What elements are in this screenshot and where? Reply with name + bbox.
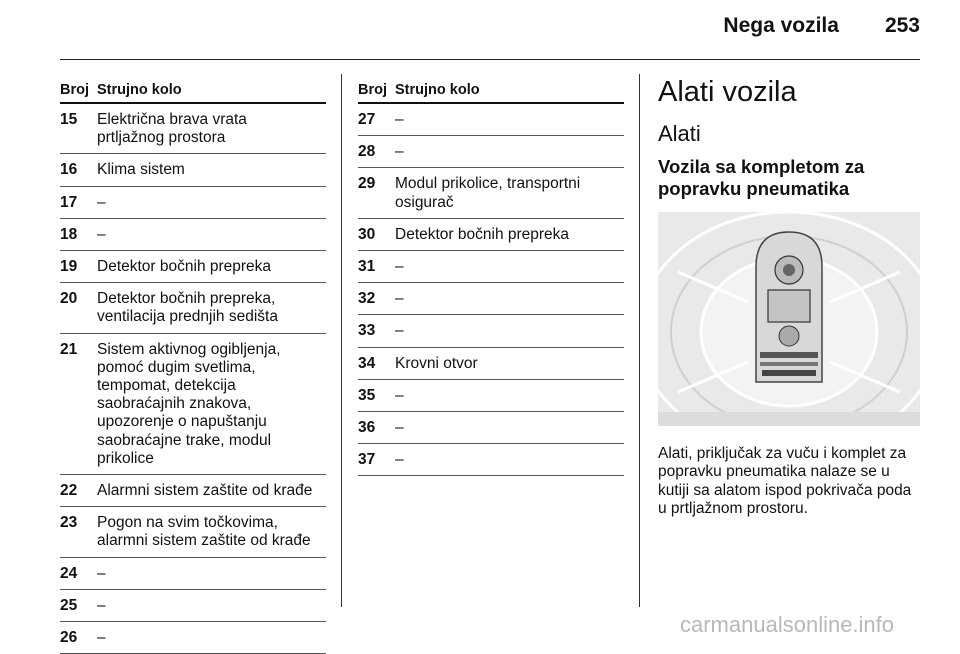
- fuse-number: 27: [358, 111, 376, 128]
- circuit-description: Klima sistem: [97, 161, 185, 179]
- page-number: 253: [884, 14, 920, 37]
- circuit-description: –: [395, 111, 404, 128]
- circuit-description: –: [395, 258, 404, 276]
- fuse-number: 19: [60, 258, 78, 276]
- circuit-description: –: [97, 564, 106, 582]
- table-row: [358, 168, 624, 218]
- page-title: Nega vozila: [723, 14, 839, 37]
- section-heading: Alati vozila: [658, 76, 797, 108]
- tools-section: [658, 76, 920, 518]
- header-circuit: Strujno kolo: [395, 82, 480, 98]
- fuse-number: 17: [60, 193, 78, 211]
- toolbox-illustration: [658, 212, 920, 426]
- fuse-number: 18: [60, 225, 78, 243]
- fuse-number: 31: [358, 258, 376, 276]
- fuse-number: 32: [358, 290, 376, 308]
- table-row: [60, 558, 326, 590]
- circuit-description: –: [395, 386, 404, 404]
- fuse-number: 22: [60, 482, 78, 500]
- circuit-description: Detektor bočnih prepreka: [97, 258, 272, 276]
- table-row: [358, 104, 624, 136]
- fuse-number: 23: [60, 514, 78, 532]
- column-divider: [341, 74, 342, 607]
- fuse-number: 33: [358, 322, 376, 340]
- header-number: Broj: [358, 82, 387, 98]
- table-row: [60, 219, 326, 251]
- fuse-number: 24: [60, 564, 78, 582]
- fuse-number: 36: [358, 419, 376, 437]
- table-row: [60, 622, 326, 654]
- subsection-heading: Alati: [658, 121, 701, 146]
- circuit-description: Detektor bočnih prepreka: [395, 225, 570, 243]
- header-circuit: Strujno kolo: [97, 82, 182, 98]
- fuse-number: 29: [358, 175, 376, 193]
- circuit-description: –: [97, 193, 106, 211]
- circuit-description: Pogon na svim točkovima, alarmni sistem zaštite od krađe: [97, 514, 311, 550]
- fuse-number: 28: [358, 143, 376, 161]
- fuse-number: 16: [60, 161, 78, 179]
- table-row: [358, 251, 624, 283]
- table-row: [60, 154, 326, 186]
- column-divider: [639, 74, 640, 607]
- fuse-table-left: [60, 76, 326, 654]
- table-row: [358, 444, 624, 476]
- table-row: [60, 334, 326, 475]
- fuse-number: 15: [60, 111, 78, 128]
- circuit-description: Krovni otvor: [395, 354, 478, 372]
- table-row: [60, 251, 326, 283]
- table-row: [60, 283, 326, 333]
- table-row: [60, 590, 326, 622]
- fuse-table-right: [358, 76, 624, 476]
- circuit-description: –: [395, 322, 404, 340]
- fuse-number: 30: [358, 225, 376, 243]
- table-row: [358, 412, 624, 444]
- circuit-description: –: [395, 143, 404, 161]
- fuse-number: 20: [60, 290, 78, 308]
- table-row: [60, 507, 326, 557]
- circuit-description: –: [97, 596, 106, 614]
- fuse-number: 25: [60, 596, 78, 614]
- table-row: [358, 219, 624, 251]
- table-row: [358, 283, 624, 315]
- table-row: [358, 136, 624, 168]
- fuse-number: 21: [60, 340, 78, 358]
- circuit-description: –: [97, 629, 106, 647]
- circuit-description: –: [395, 451, 404, 469]
- table-header: [60, 76, 326, 104]
- circuit-description: Sistem aktivnog ogibljenja, pomoć dugim svetlima, tempomat, detekcija saobraćajnih znakova, upozorenje o napuštanju saobraćajne trake, modul prikolice: [97, 340, 281, 467]
- header-number: Broj: [60, 82, 89, 98]
- circuit-description: –: [395, 290, 404, 308]
- table-row: [358, 315, 624, 347]
- circuit-description: Detektor bočnih prepreka, ventilacija prednjih sedišta: [97, 290, 278, 326]
- header-rule: [60, 59, 920, 60]
- table-row: [358, 380, 624, 412]
- page-header: [0, 14, 920, 38]
- table-row: [60, 475, 326, 507]
- fuse-number: 37: [358, 451, 376, 469]
- table-row: [60, 104, 326, 154]
- circuit-description: –: [395, 419, 404, 437]
- fuse-number: 26: [60, 629, 78, 647]
- sub-subsection-heading: Vozila sa kompletom za popravku pneumatika: [658, 156, 865, 199]
- watermark: carmanualsonline.info: [680, 612, 895, 637]
- circuit-description: Alarmni sistem zaštite od krađe: [97, 482, 313, 500]
- table-row: [358, 348, 624, 380]
- table-header: [358, 76, 624, 104]
- fuse-number: 34: [358, 354, 376, 372]
- table-row: [60, 187, 326, 219]
- circuit-description: –: [97, 225, 106, 243]
- circuit-description: Modul prikolice, transportni osigurač: [395, 175, 581, 211]
- body-paragraph: Alati, priključak za vuču i komplet za popravku pneumatika nalaze se u kutiji sa alatom ispod pokrivača poda u prtljažnom prostoru.: [658, 445, 912, 517]
- circuit-description: Električna brava vrata prtljažnog prostora: [97, 111, 247, 147]
- fuse-number: 35: [358, 386, 376, 404]
